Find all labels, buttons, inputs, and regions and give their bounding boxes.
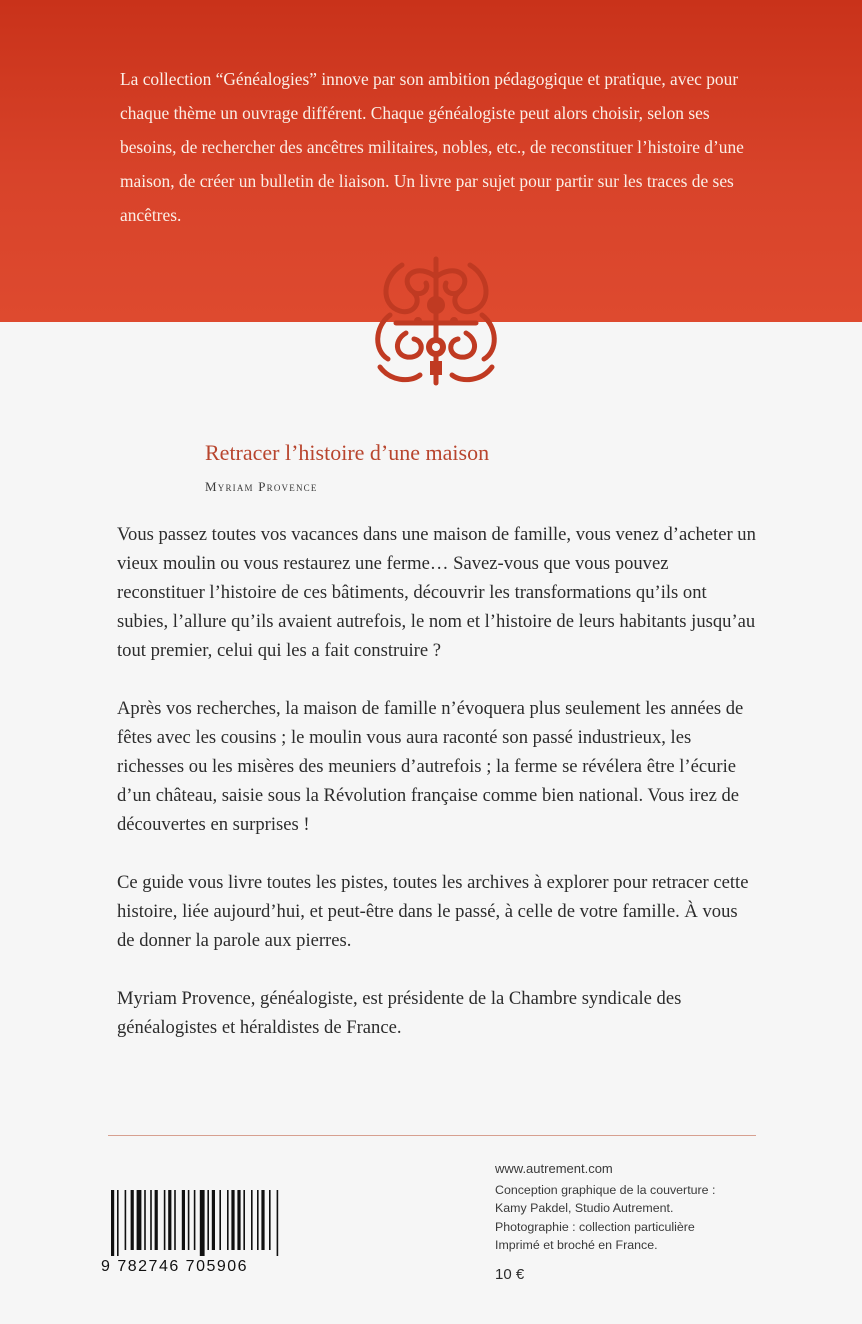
- barcode-bar: [168, 1190, 171, 1250]
- barcode-bar: [111, 1190, 114, 1256]
- publisher-website: www.autrement.com: [495, 1161, 613, 1176]
- divider: [108, 1135, 756, 1136]
- barcode-bar: [150, 1190, 152, 1250]
- cover-design-credit: Conception graphique de la couverture :: [495, 1182, 716, 1197]
- paragraph: Après vos recherches, la maison de famille n’évoquera plus seulement les années de fêtes avec les cousins ; le moulin vous aura raconté son passé industrieux, les richesses ou les misères des meuniers d’autrefois ; la ferme se révélera être l’écurie d’un château, saisie sous la Révolution française comme bien national. Vous irez de découvertes en surprises !: [117, 698, 744, 835]
- barcode-bar: [117, 1190, 119, 1256]
- barcode-bar: [269, 1190, 271, 1250]
- barcode-bar: [257, 1190, 259, 1250]
- paragraph: Ce guide vous livre toutes les pistes, toutes les archives à explorer pour retracer cette histoire, liée aujourd’hui, et peut-être dans le passé, à celle de votre famille. À vous de donner la parole aux pierres.: [117, 872, 749, 951]
- barcode-bar: [174, 1190, 176, 1250]
- paragraph: Vous passez toutes vos vacances dans une maison de famille, vous venez d’acheter un vieux moulin ou vous restaurez une ferme… Savez-vous que vous pouvez reconstituer l’histoire de ces bâtiments, découvrir les transformations qu’ils ont subies, l’allure qu’ils avaient autrefois, le nom et l’histoire de leurs habitants jusqu’au tout premier, celui qui les a fait construire ?: [117, 524, 756, 661]
- barcode-bar: [251, 1190, 253, 1250]
- barcode-bar: [131, 1190, 134, 1250]
- barcode-bar: [237, 1190, 240, 1250]
- book-author: Myriam Provence: [205, 479, 318, 494]
- barcode-bar: [207, 1190, 209, 1250]
- isbn-barcode: [95, 1190, 280, 1274]
- decorative-ornament-icon: [370, 255, 502, 387]
- barcode-bar: [277, 1190, 279, 1256]
- author-bio: Myriam Provence, généalogiste, est présidente de la Chambre syndicale des généalogistes et héraldistes de France.: [117, 988, 682, 1038]
- barcode-bar: [182, 1190, 185, 1250]
- barcode-bar: [261, 1190, 264, 1250]
- barcode-bar: [164, 1190, 166, 1250]
- barcode-bar: [227, 1190, 229, 1250]
- barcode-bar: [200, 1190, 205, 1256]
- barcode-bar: [125, 1190, 127, 1250]
- collection-blurb: La collection “Généalogies” innove par son ambition pédagogique et pratique, avec pour chaque thème un ouvrage différent. Chaque généalogiste peut alors choisir, selon ses besoins, de rechercher des ancêtres militaires, nobles, etc., de reconstituer l’histoire d’une maison, de créer un bulletin de liaison. Un livre par sujet pour partir sur les traces de ses ancêtres.: [120, 69, 744, 225]
- barcode-bar: [144, 1190, 146, 1250]
- barcode-bar: [188, 1190, 190, 1250]
- photo-credit: Photographie : collection particulière: [495, 1219, 695, 1234]
- back-cover-text: [117, 520, 757, 1071]
- barcode-bar: [194, 1190, 196, 1250]
- barcode-bar: [219, 1190, 221, 1250]
- book-title: Retracer l’histoire d’une maison: [205, 440, 490, 465]
- cover-design-credit-name: Kamy Pakdel, Studio Autrement.: [495, 1201, 674, 1215]
- barcode-bar: [231, 1190, 234, 1250]
- barcode-bar: [212, 1190, 215, 1250]
- publisher-credits: [495, 1160, 715, 1255]
- barcode-bar: [155, 1190, 158, 1250]
- barcode-bar: [243, 1190, 245, 1250]
- print-credit: Imprimé et broché en France.: [495, 1238, 658, 1252]
- isbn-digits: 9 782746 705906: [101, 1258, 249, 1274]
- barcode-bar: [137, 1190, 142, 1250]
- price: 10 €: [495, 1266, 525, 1283]
